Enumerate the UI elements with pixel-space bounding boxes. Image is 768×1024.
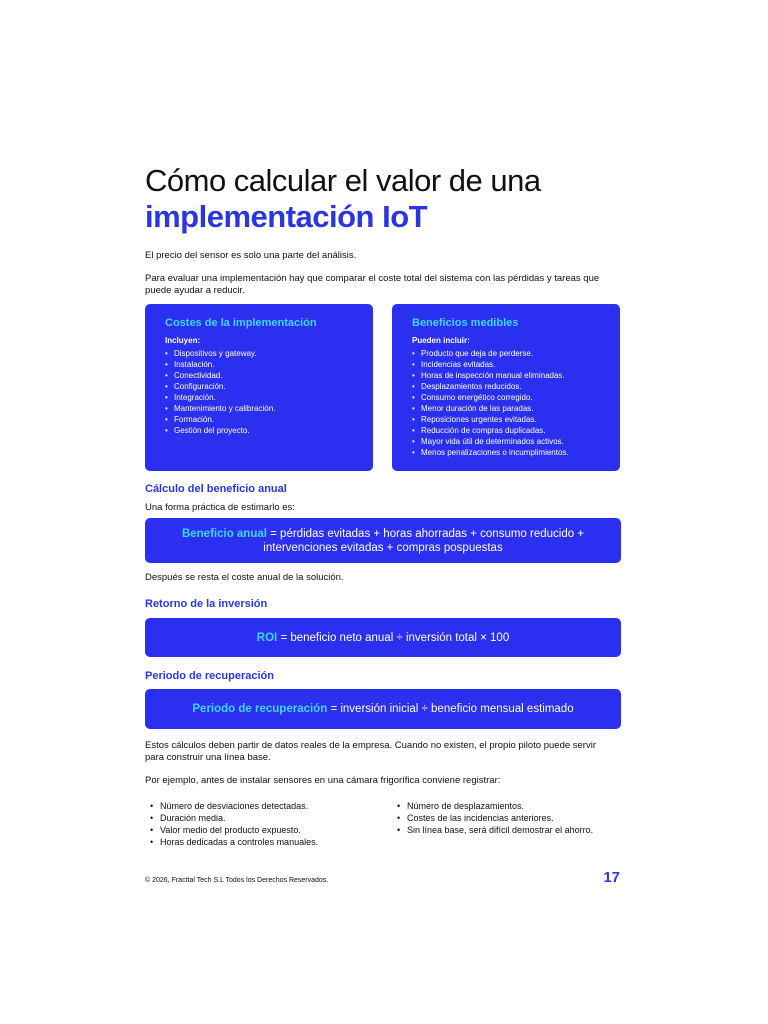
benefits-card	[392, 304, 620, 471]
payback-formula	[145, 689, 621, 729]
benefits-card-heading: Beneficios medibles	[412, 317, 519, 329]
list-item: • Horas dedicadas a controles manuales.	[150, 836, 385, 848]
list-item: • Valor medio del producto expuesto.	[150, 824, 385, 836]
page-title	[145, 163, 625, 235]
list-item: • Número de desplazamientos.	[397, 800, 625, 812]
costs-card-heading: Costes de la implementación	[165, 317, 317, 329]
payback-formula-text	[192, 702, 573, 716]
closing-paragraph-1: Estos cálculos deben partir de datos reales de la empresa. Cuando no existen, el propio piloto puede servir para construir una línea base.	[145, 740, 596, 763]
list-item: • Sin línea base, será difícil demostrar el ahorro.	[397, 824, 625, 836]
annual-benefit-label: Beneficio anual	[181, 527, 267, 540]
list-item: • Producto que deja de perderse.	[412, 348, 600, 359]
list-item: • Conectividad.	[165, 370, 353, 381]
page-title-line-2: implementación IoT	[145, 199, 428, 234]
annual-benefit-after: Después se resta el coste anual de la solución.	[145, 572, 344, 583]
payback-heading: Periodo de recuperación	[145, 670, 274, 682]
registry-list-right	[397, 800, 625, 836]
list-item: • Consumo energético corregido.	[412, 392, 600, 403]
list-item: • Horas de inspección manual eliminadas.	[412, 370, 600, 381]
costs-list	[165, 348, 353, 436]
annual-benefit-expression: = pérdidas evitadas + horas ahorradas + consumo reducido + intervenciones evitadas + compras pospuestas	[263, 527, 585, 554]
benefits-card-subheading: Pueden incluir:	[412, 336, 470, 345]
annual-benefit-intro: Una forma práctica de estimarlo es:	[145, 502, 295, 513]
list-item: • Mayor vida útil de determinados activos.	[412, 436, 600, 447]
list-item: • Dispositivos y gateway.	[165, 348, 353, 359]
list-item: • Duración media.	[150, 812, 385, 824]
list-item: • Menos penalizaciones o incumplimientos.	[412, 447, 600, 458]
costs-card	[145, 304, 373, 471]
list-item: • Reposiciones urgentes evitadas.	[412, 414, 600, 425]
roi-heading: Retorno de la inversión	[145, 598, 268, 610]
payback-label: Periodo de recuperación	[192, 703, 328, 715]
payback-expression: = inversión inicial ÷ beneficio mensual estimado	[327, 703, 574, 715]
list-item: • Menor duración de las paradas.	[412, 403, 600, 414]
roi-formula	[145, 618, 621, 657]
closing-paragraph-2: Por ejemplo, antes de instalar sensores en una cámara frigorífica conviene registrar:	[145, 775, 501, 786]
list-item: • Formación.	[165, 414, 353, 425]
list-item: • Costes de las incidencias anteriores.	[397, 812, 625, 824]
list-item: • Desplazamientos reducidos.	[412, 381, 600, 392]
list-item: • Número de desviaciones detectadas.	[150, 800, 385, 812]
intro-paragraph-1: El precio del sensor es solo una parte del análisis.	[145, 250, 357, 261]
list-item: • Incidencias evitadas.	[412, 359, 600, 370]
roi-label: ROI	[256, 631, 278, 644]
list-item: • Instalación.	[165, 359, 353, 370]
benefits-list	[412, 348, 600, 458]
page-number: 17	[603, 869, 620, 886]
costs-card-subheading: Incluyen:	[165, 336, 201, 345]
list-item: • Reducción de compras duplicadas.	[412, 425, 600, 436]
annual-benefit-formula	[145, 518, 621, 563]
footer-copyright: © 2026, Fracttal Tech S.L Todos los Derechos Reservados.	[145, 877, 329, 884]
list-item: • Configuración.	[165, 381, 353, 392]
list-item: • Mantenimiento y calibración.	[165, 403, 353, 414]
annual-benefit-formula-text	[165, 527, 601, 555]
intro-paragraph-2: Para evaluar una implementación hay que comparar el coste total del sistema con las pérdidas y tareas que puede ayudar a reducir.	[145, 273, 600, 296]
annual-benefit-heading: Cálculo del beneficio anual	[145, 483, 287, 495]
roi-expression: = beneficio neto anual ÷ inversión total × 100	[277, 631, 510, 644]
registry-list-left	[150, 800, 385, 848]
page-title-line-1: Cómo calcular el valor de una	[145, 163, 541, 198]
list-item: • Gestión del proyecto.	[165, 425, 353, 436]
list-item: • Integración.	[165, 392, 353, 403]
roi-formula-text	[257, 631, 509, 645]
